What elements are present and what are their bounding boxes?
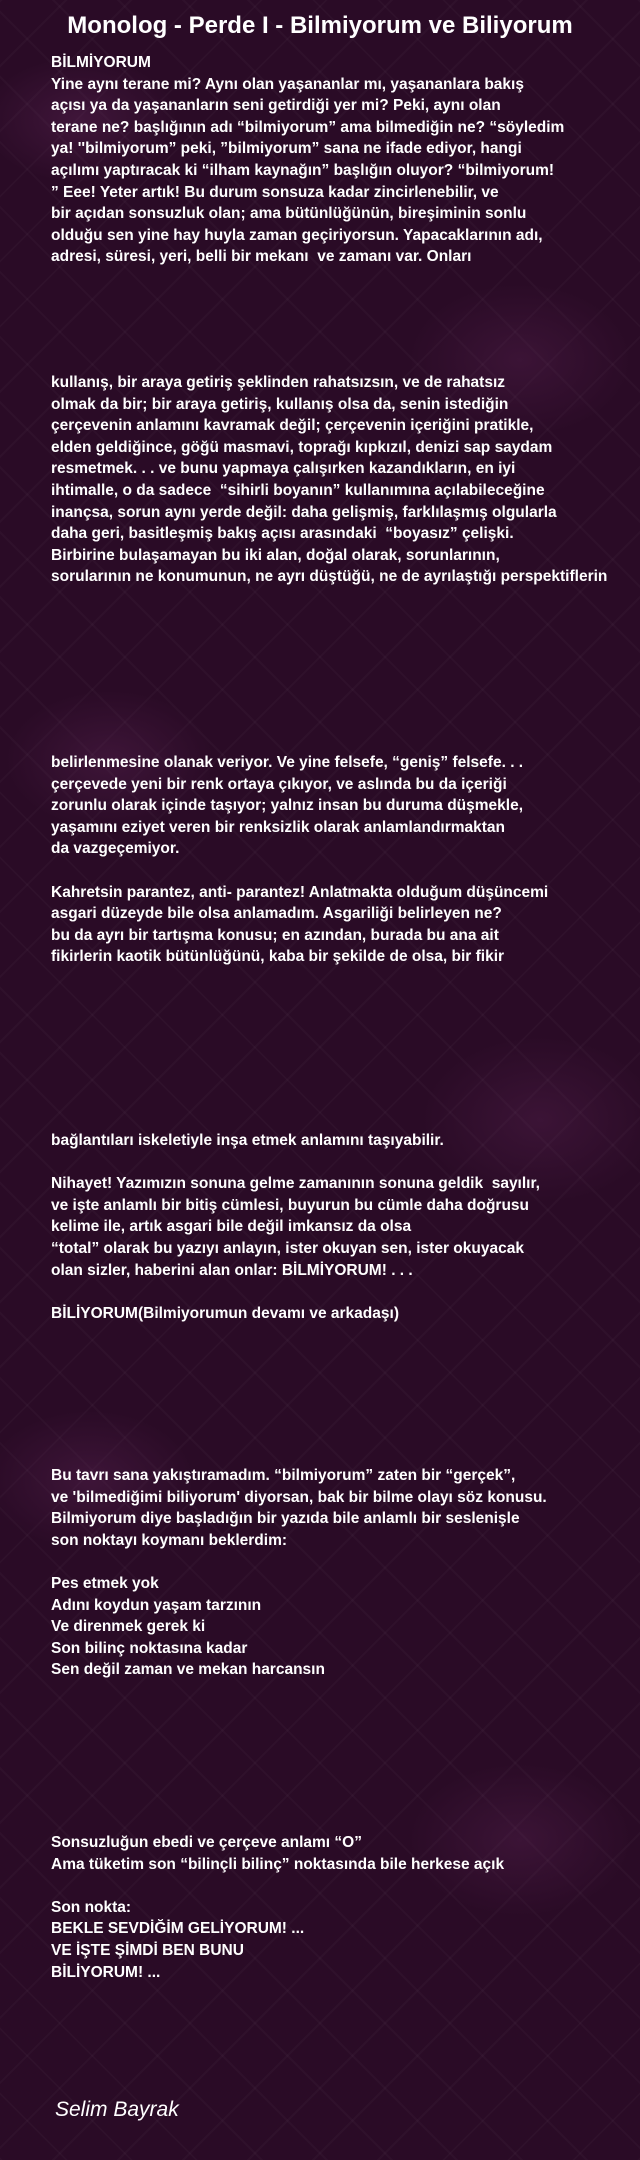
poem-line: resmetmek. . . ve bunu yapmaya çalışırken kazandıkların, en iyi [51, 460, 516, 478]
poem-line: asgari düzeyde bile olsa anlamadım. Asgariliği belirleyen ne? [51, 905, 502, 923]
poem-line: bu da ayrı bir tartışma konusu; en azından, burada bu ana ait [51, 926, 499, 944]
poem-block-4 [51, 1130, 636, 1324]
poem-line: Ama tüketim son “bilinçli bilinç” noktasında bile herkese açık [51, 1855, 505, 1873]
poem-line: ya! ''bilmiyorum” peki, ”bilmiyorum” sana ne ifade ediyor, hangi [51, 140, 522, 158]
poem-line: ihtimalle, o da sadece “sihirli boyanın” kullanımına açılabileceğine [51, 481, 545, 499]
poem-line: sorularının ne konumunun, ne ayrı düştüğü, ne de ayrılaştığı perspektiflerin [51, 568, 608, 586]
poem-line: BİLİYORUM(Bilmiyorumun devamı ve arkadaşı) [51, 1304, 399, 1322]
poem-line: Son nokta: [51, 1898, 132, 1916]
poem-block-3 [51, 752, 636, 968]
poem-line: zorunlu olarak içinde taşıyor; yalnız insan bu duruma düşmekle, [51, 797, 524, 815]
poem-line: Bilmiyorum diye başladığın bir yazıda bile anlamlı bir seslenişle [51, 1510, 520, 1528]
poem-line: belirlenmesine olanak veriyor. Ve yine felsefe, “geniş” felsefe. . . [51, 754, 524, 771]
poem-line: kullanış, bir araya getiriş şeklinden rahatsızsın, ve de rahatsız [51, 374, 505, 391]
poem-block-5 [51, 1465, 636, 1681]
poem-line: inançsa, sorun aynı yerde değil: daha gelişmiş, farklılaşmış olgularla [51, 503, 557, 521]
poem-line: terane ne? başlığının adı “bilmiyorum” ama bilmediğin ne? “söyledim [51, 118, 565, 136]
poem-line: açılımı yaptıracak ki “ilham kaynağın” başlığın oluyor? “bilmiyorum! [51, 161, 555, 179]
poem-line: BEKLE SEVDİĞİM GELİYORUM! ... [51, 1920, 305, 1938]
poem-line: yaşamını eziyet veren bir renksizlik olarak anlamlandırmaktan [51, 818, 506, 836]
poem-line: ve işte anlamlı bir bitiş cümlesi, buyurun bu cümle daha doğrusu [51, 1196, 530, 1214]
poem-line: Birbirine bulaşamayan bu iki alan, doğal olarak, sorunlarının, [51, 546, 500, 564]
poem-line: ve 'bilmediğimi biliyorum' diyorsan, bak bir bilme olayı söz konusu. [51, 1488, 547, 1506]
poem-line: son noktayı koymanı beklerdim: [51, 1531, 288, 1549]
poem-line: VE İŞTE ŞİMDİ BEN BUNU [51, 1941, 244, 1959]
poem-line: Kahretsin parantez, anti- parantez! Anlatmakta olduğum düşüncemi [51, 883, 549, 901]
poem-line: Yine aynı terane mi? Aynı olan yaşananlar mı, yaşananlara bakış [51, 75, 524, 93]
poem-line: olduğu sen yine hay huyla zaman geçiriyorsun. Yapacaklarının adı, [51, 226, 543, 244]
poem-line: Ve direnmek gerek ki [51, 1618, 206, 1636]
poem-line [51, 1875, 636, 1897]
poem-line [51, 860, 636, 882]
author-signature: Selim Bayrak [55, 2098, 179, 2121]
poem-line: olmak da bir; bir araya getiriş, kullanış olsa da, senin istediğin [51, 395, 509, 413]
poem-line: BİLİYORUM! ... [51, 1963, 161, 1981]
poem-line [51, 1551, 636, 1573]
poem-line: Nihayet! Yazımızın sonuna gelme zamanının sonuna geldik sayılır, [51, 1175, 540, 1193]
poem-line: bir açıdan sonsuzluk olan; ama bütünlüğünün, bireşiminin sonlu [51, 205, 527, 223]
poem-line: bağlantıları iskeletiyle inşa etmek anlamını taşıyabilir. [51, 1132, 444, 1149]
poem-line: Sonsuzluğun ebedi ve çerçeve anlamı “O” [51, 1834, 362, 1851]
poem-line: çerçevede yeni bir renk ortaya çıkıyor, ve aslında bu da içeriği [51, 775, 507, 793]
poem-line: Sen değil zaman ve mekan harcansın [51, 1661, 325, 1679]
poem-block-1 [51, 52, 636, 268]
poem-line [51, 1281, 636, 1303]
poem-line: da vazgeçemiyor. [51, 840, 180, 858]
poem-line: fikirlerin kaotik bütünlüğünü, kaba bir şekilde de olsa, bir fikir [51, 948, 505, 966]
poem-line [51, 1152, 636, 1174]
poem-block-2 [51, 372, 636, 588]
poem-line: daha geri, basitleşmiş bakış açısı arasındaki “boyasız” çelişki. [51, 525, 514, 543]
poem-line: ” Eee! Yeter artık! Bu durum sonsuza kadar zincirlenebilir, ve [51, 183, 499, 201]
poem-line: “total” olarak bu yazıyı anlayın, ister okuyan sen, ister okuyacak [51, 1239, 524, 1257]
poem-line: Adını koydun yaşam tarzının [51, 1596, 262, 1614]
poem-line: olan sizler, haberini alan onlar: BİLMİYORUM! . . . [51, 1261, 413, 1279]
poem-line: elden geldiğince, göğü masmavi, toprağı kıpkızıl, denizi sap saydam [51, 438, 553, 456]
poem-line: kelime ile, artık asgari bile değil imkansız da olsa [51, 1218, 412, 1236]
poem-line: Pes etmek yok [51, 1574, 159, 1592]
poem-line: çerçevenin anlamını kavramak değil; çerçevenin içeriğini pratikle, [51, 417, 534, 435]
poem-title: Monolog - Perde I - Bilmiyorum ve Biliyorum [67, 12, 573, 39]
poem-line: açısı ya da yaşananların seni getirdiği yer mi? Peki, aynı olan [51, 97, 501, 115]
poem-line: adresi, süresi, yeri, belli bir mekanı ve zamanı var. Onları [51, 248, 472, 266]
poem-line: BİLMİYORUM [51, 54, 151, 71]
poem-block-6 [51, 1832, 636, 1983]
poem-line: Bu tavrı sana yakıştıramadım. “bilmiyorum” zaten bir “gerçek”, [51, 1467, 516, 1484]
poem-line: Son bilinç noktasına kadar [51, 1639, 248, 1657]
